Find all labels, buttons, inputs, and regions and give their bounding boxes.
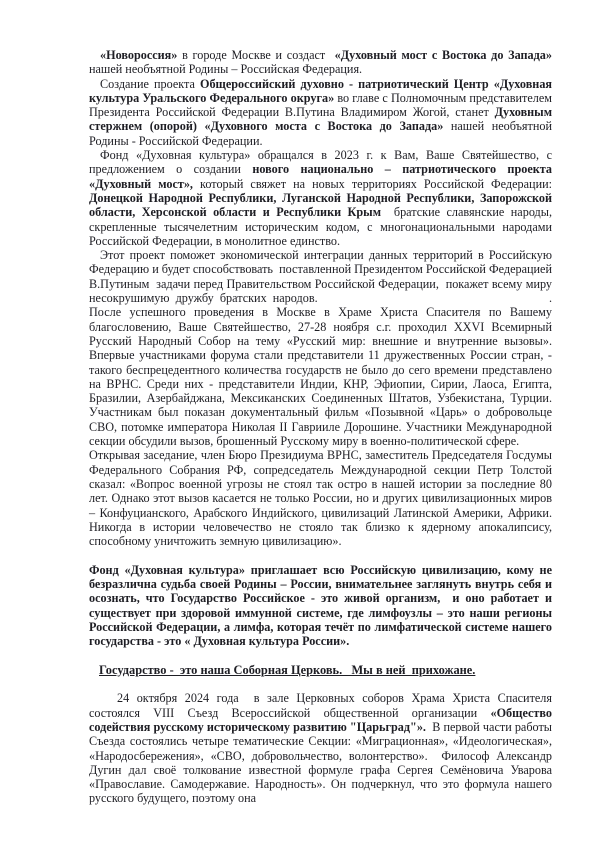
text-run: Фонд «Духовная культура» обращался в 2023 г. к Вам, Ваше Святейшество, с предложением о создании xyxy=(89,148,552,177)
text-run-bold: Государство - это наша Соборная Церковь. Мы в ней прихожане. xyxy=(99,662,476,677)
text-run-bold: Фонд «Духовная культура» приглашает всю Российскую цивилизацию, кому не безразлична судьба своей Родины – России, внимательнее заглянуть внутрь себя и осознать, что Государство Российское - это живой организм, и оно работает и существует при здоровой иммунной системе, где лимфоузлы – это наши регионы Российской Федерации, а лимфа, которая течёт по лимфатической системе нашего государства - это « Духовная культура России». xyxy=(89,562,552,649)
heading-state-church xyxy=(89,663,552,677)
text-run-bold: Духовным стержнем (опорой) «Духовного моста с Востока до Запада» xyxy=(89,105,552,134)
text-run-bold: «Духовный мост с Востока до Запада» xyxy=(334,48,552,62)
text-run-bold: нового национально – патриотического проекта «Духовный мост», xyxy=(89,162,552,191)
text-run: во главе с Полномочным представителем Президента Российской Федерации В.Путина Владимиром Жогой, станет xyxy=(89,90,552,120)
blank-line xyxy=(89,548,552,562)
paragraph-vrns-sobor xyxy=(89,305,552,448)
text-run: в городе Москве и создаст xyxy=(177,48,335,62)
text-run: В первой части работы Съезда состоялись четыре тематические Секции: «Миграционная», «Идеологическая», «Народосбережения», «СВО, добровольчество, волонтерство». Философ Александр Дугин дал своё толкование известной формуле графа Сергея Семёновича Уварова «Православие. Самодержавие. Народность». Он подчеркнул, что это формула нашего русского будущего, поэтому она xyxy=(89,719,552,806)
paragraph-tolstoy-quote xyxy=(89,448,552,548)
text-run-bold: Общероссийский духовно - патриотический Центр «Духовная культура Уральского Федерального округа» xyxy=(89,76,553,105)
paragraph-invitation-bold xyxy=(89,563,552,649)
text-run: Открывая заседание, член Бюро Президиума ВРНС, заместитель Председателя Госдумы Федерального Собрания РФ, сопредседатель Международной секции Петр Толстой сказал: «Вопрос военной угрозы не стоял так остро в нашей истории за последние 80 лет. Однако этот вызов касается не только России, но и других цивилизационных миров – Конфуцианского, Арабского Индийского, цивилизаций Латинской Америки, Африки. Никогда в истории человечество не стояло так близко к ядерному апокалипсису, способному уничтожить земную цивилизацию». xyxy=(89,448,552,549)
paragraph-tsargrad-congress xyxy=(89,691,552,805)
paragraph-center-creation xyxy=(89,77,552,148)
text-run: братские славянские народы, скрепленные тысячелетним историческим кодом, с многонациональными народами Российской Федерации, в монолитное единство. xyxy=(89,205,552,248)
blank-line xyxy=(89,677,552,691)
paragraph-novorossiya xyxy=(89,48,552,77)
text-run: . xyxy=(548,291,552,306)
text-run: нашей необъятной Родины – Российская Федерация. xyxy=(89,62,363,77)
text-run: После успешного проведения в Москве в Храме Христа Спасителя по Вашему благословению, Ваше Святейшество, 27-28 ноября с.г. проходил XXVI Всемирный Русский Народный Собор на тему «Русский мир: внешние и внутренние вызовы». Впервые участниками форума стали представители 11 дружественных России стран, - такого беспрецедентного количества государств не было до сего времени представлено на ВРНС. Среди них - представители Индии, КНР, Эфиопии, Сирии, Лаоса, Египта, Бразилии, Азербайджана, Мексиканских Соединенных Штатов, Узбекистана, Турции. Участникам был показан документальный фильм «Позывной «Царь» о добровольце СВО, потомке императора Николая II Гаврииле Дорошине. Участники Международной секции обсудили вызов, брошенный Русскому миру в военно-политической сфере. xyxy=(89,305,552,449)
text-run-bold: «Новороссия» xyxy=(100,48,178,62)
text-run: 24 октября 2024 года в зале Церковных соборов Храма Христа Спасителя состоялся VIII Съезд Всероссийской общественной организации xyxy=(89,691,552,720)
text-run: Этот проект поможет экономической интеграции данных территорий в Российскую Федерацию и будет способствовать поставленной Президентом Российской Федерацией В.Путиным задачи перед Правительством Российской Федерации, покажет всему миру несокрушимую дружбу братских народов. xyxy=(89,248,552,306)
blank-line xyxy=(89,648,552,662)
text-run: нашей необъятной Родины - Российской Федерации. xyxy=(89,119,552,148)
text-run: Создание проекта xyxy=(100,76,200,91)
text-run: который свяжет на новых территориях Российской Федерации: xyxy=(192,176,553,191)
paragraph-fund-appeal xyxy=(89,148,552,248)
text-run-bold: «Общество содействия русскому историческому развитию "Царьград"». xyxy=(89,705,552,734)
text-run-bold: Донецкой Народной Республики, Луганской Народной Республики, Запорожской области, Херсонской области и Республики Крым xyxy=(89,190,552,220)
paragraph-project-integration xyxy=(89,248,552,305)
